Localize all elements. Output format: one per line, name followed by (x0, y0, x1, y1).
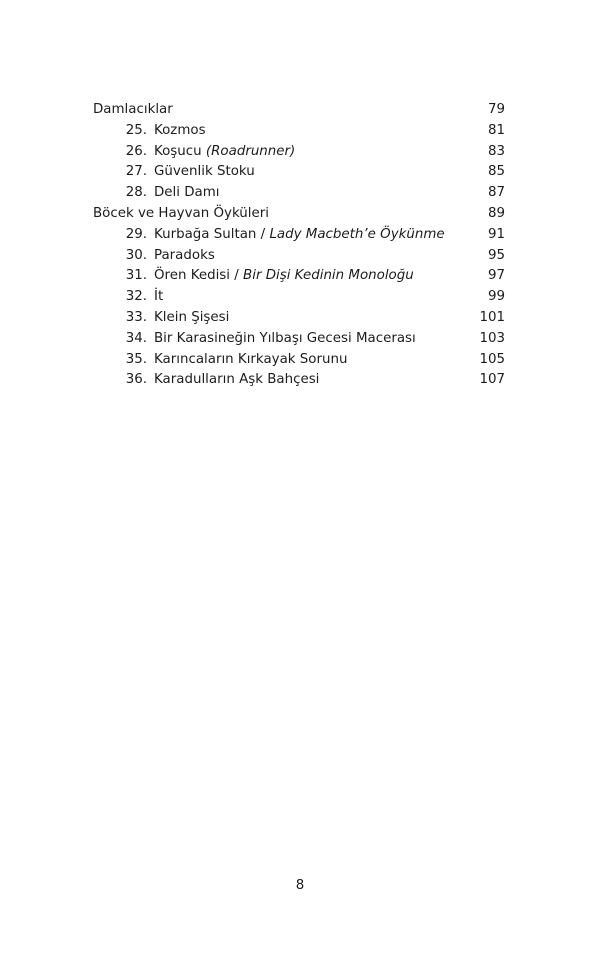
toc-entry-number: 27. (125, 164, 147, 180)
toc-page-number: 103 (479, 330, 505, 346)
toc-entry-row (93, 287, 505, 308)
toc-entry-title: Klein Şişesi (154, 309, 230, 325)
toc-entry-row (93, 246, 505, 267)
toc-entry-title: Koşucu (154, 143, 206, 159)
toc-entry-number: 36. (125, 372, 147, 388)
table-of-contents (93, 100, 505, 391)
toc-page-number: 107 (479, 372, 505, 388)
toc-entry-number: 33. (125, 309, 147, 325)
toc-entry-row (93, 142, 505, 163)
toc-entry-number: 25. (125, 122, 147, 138)
toc-entry-row (93, 370, 505, 391)
toc-entry-number: 30. (125, 247, 147, 263)
toc-entry-number: 26. (125, 143, 147, 159)
toc-entry-title: Bir Karasineğin Yılbaşı Gecesi Macerası (154, 330, 416, 346)
toc-entry-title: İt (154, 289, 164, 305)
toc-entry-number: 35. (125, 351, 147, 367)
toc-entry-row (93, 162, 505, 183)
toc-entry-subtitle: Lady Macbeth’e Öykünme (269, 226, 445, 242)
toc-page-number: 79 (487, 102, 505, 117)
toc-page-number: 89 (487, 205, 505, 221)
toc-entry-title: Deli Damı (154, 185, 220, 201)
toc-entry-title: Ören Kedisi / (154, 268, 244, 284)
toc-page-number: 85 (487, 164, 505, 180)
toc-entry-number: 34. (125, 330, 147, 346)
toc-page-number: 91 (487, 226, 505, 242)
toc-page-number: 101 (479, 309, 505, 325)
toc-entry-title: Kozmos (154, 122, 206, 138)
toc-entry-title: Paradoks (154, 247, 215, 263)
toc-entry-title: Karadulların Aşk Bahçesi (154, 372, 320, 388)
toc-page-number: 97 (487, 268, 505, 284)
toc-entry-number: 31. (125, 268, 147, 284)
toc-entry-number: 28. (125, 185, 147, 201)
toc-entry-row (93, 329, 505, 350)
toc-entry-subtitle: Bir Dişi Kedinin Monoloğu (243, 268, 414, 284)
toc-section-row (93, 100, 505, 121)
toc-section-title: Böcek ve Hayvan Öyküleri (93, 205, 269, 221)
toc-entry-row (93, 350, 505, 371)
toc-page-number: 83 (487, 143, 505, 159)
toc-entry-title: Güvenlik Stoku (154, 164, 255, 180)
toc-page-number: 105 (479, 351, 505, 367)
toc-page-number: 99 (487, 289, 505, 305)
toc-section-title: Damlacıklar (93, 102, 173, 117)
toc-entry-title: Karıncaların Kırkayak Sorunu (154, 351, 348, 367)
toc-entry-number: 29. (125, 226, 147, 242)
page-folio: 8 (295, 878, 305, 893)
toc-entry-number: 32. (125, 289, 147, 305)
toc-section-row (93, 204, 505, 225)
toc-entry-row (93, 266, 505, 287)
toc-entry-row (93, 183, 505, 204)
toc-entry-row (93, 308, 505, 329)
toc-entry-title: Kurbağa Sultan / (154, 226, 270, 242)
toc-page-number: 81 (487, 122, 505, 138)
toc-page-number: 95 (487, 247, 505, 263)
toc-entry-subtitle: (Roadrunner) (205, 143, 296, 159)
toc-entry-row (93, 225, 505, 246)
toc-page-number: 87 (487, 185, 505, 201)
toc-entry-row (93, 121, 505, 142)
